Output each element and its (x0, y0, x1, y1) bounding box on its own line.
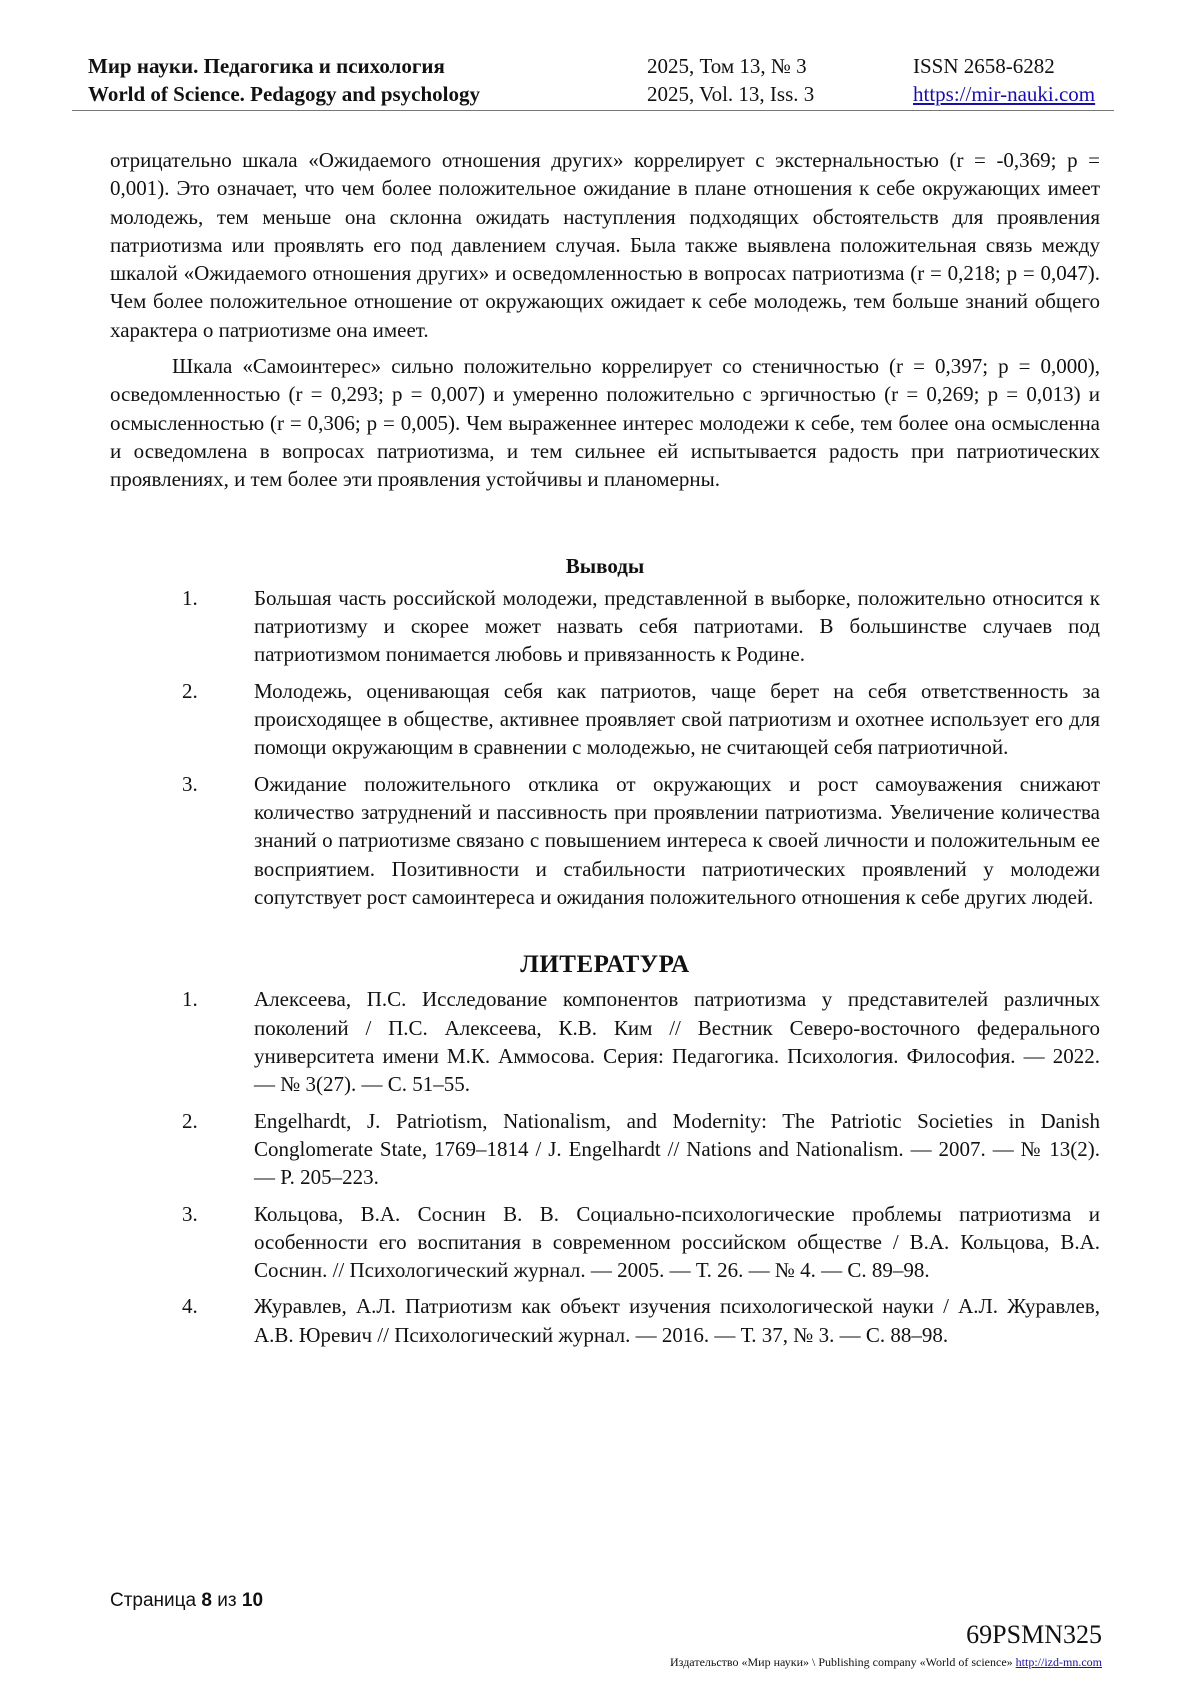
reference-text: Engelhardt, J. Patriotism, Nationalism, and Modernity: The Patriotic Societies in Danish Conglomerate State, 1769–1814 / J. Engelhardt // Nations and Nationalism. — 2007. — № 13(2). — P. 205–223. (254, 1108, 1100, 1190)
issn-block (913, 52, 1095, 108)
reference-number: 2. (182, 1108, 198, 1133)
reference-text: Алексеева, П.С. Исследование компонентов патриотизма у представителей различных поколений / П.С. Алексеева, К.В. Ким // Вестник Северо-восточного федерального университета имени М.К. Аммосова. Серия: Педагогика. Психология. Философия. — 2022. — № 3(27). — С. 51–55. (254, 987, 1100, 1097)
list-item-number: 3. (182, 771, 198, 796)
reference-text: Журавлев, А.Л. Патриотизм как объект изучения психологической науки / А.Л. Журавлев, А.В. Юревич // Психологический журнал. — 2016. — Т. 37, № 3. — С. 88–98. (254, 1294, 1100, 1347)
reference-item (110, 1107, 1100, 1192)
body-paragraph-1: отрицательно шкала «Ожидаемого отношения других» коррелирует с экстернальностью (r = -0,369; p = 0,001). Это означает, что чем более положительное ожидание в плане отношения к себе окружающих имеет молодежь, тем меньше она склонна ожидать наступления подходящих обстоятельств для проявления патриотизма или проявлять его под давлением случая. Была также выявлена положительная связь между шкалой «Ожидаемого отношения других» и осведомленностью в вопросах патриотизма (r = 0,218; p = 0,047). Чем более положительное отношение от окружающих ожидает к себе молодежь, тем больше знаний общего характера о патриотизме она имеет. (110, 148, 1100, 342)
body-paragraph-2: Шкала «Самоинтерес» сильно положительно коррелирует со стеничностью (r = 0,397; p = 0,000), осведомленностью (r = 0,293; p = 0,007) и умеренно положительно с эргичностью (r = 0,269; p = 0,013) и осмысленностью (r = 0,306; p = 0,005). Чем выраженнее интерес молодежи к себе, тем более она осмысленна и осведомлена в вопросах патриотизма, и тем сильнее ей испытывается радость при патриотических проявлениях, и тем более эти проявления устойчивы и планомерны. (110, 354, 1100, 492)
reference-number: 1. (182, 987, 198, 1012)
conclusions-title: Выводы (565, 553, 645, 578)
list-item (110, 584, 1100, 669)
page-total: 10 (241, 1590, 264, 1611)
reference-item (110, 1292, 1100, 1349)
page-header (72, 48, 1114, 111)
article-body (110, 146, 1100, 1357)
reference-item (110, 985, 1100, 1098)
reference-item (110, 1200, 1100, 1285)
reference-number: 3. (182, 1201, 198, 1226)
publisher-url-link[interactable]: http://izd-mn.com (1015, 1655, 1102, 1669)
list-item (110, 770, 1100, 911)
list-item-text: Большая часть российской молодежи, представленной в выборке, положительно относится к патриотизму и скорее может назвать себя патриотами. В большинстве случаев под патриотизмом понимается любовь и привязанность к Родине. (254, 585, 1100, 667)
page-number (110, 1590, 263, 1612)
list-item (110, 677, 1100, 762)
conclusions-list (110, 584, 1100, 911)
issue-ru: 2025, Том 13, № 3 (647, 54, 807, 78)
publisher-text: Издательство «Мир науки» \ Publishing company «World of science» (670, 1655, 1013, 1669)
page-of: из (217, 1590, 237, 1611)
journal-title-en: World of Science. Pedagogy and psychology (88, 82, 481, 106)
page-current: 8 (201, 1590, 212, 1611)
journal-title-block (88, 52, 480, 108)
list-item-number: 1. (182, 585, 198, 610)
journal-url-link[interactable]: https://mir-nauki.com (913, 82, 1096, 106)
issue-block (647, 52, 814, 108)
publisher-line (670, 1655, 1102, 1670)
issue-en: 2025, Vol. 13, Iss. 3 (647, 82, 815, 106)
article-code: 69PSMN325 (966, 1620, 1102, 1649)
reference-number: 4. (182, 1294, 198, 1319)
list-item-text: Молодежь, оценивающая себя как патриотов, чаще берет на себя ответственность за происходящее в обществе, активнее проявляет свой патриотизм и охотнее использует его для помощи окружающим в сравнении с молодежью, не считающей себя патриотичной. (254, 678, 1100, 760)
reference-text: Кольцова, В.А. Соснин В. В. Социально-психологические проблемы патриотизма и особенности его воспитания в современном российском обществе / В.А. Кольцова, В.А. Соснин. // Психологический журнал. — 2005. — Т. 26. — № 4. — С. 89–98. (254, 1201, 1100, 1283)
list-item-number: 2. (182, 678, 198, 703)
literature-title: ЛИТЕРАТУРА (520, 951, 690, 979)
list-item-text: Ожидание положительного отклика от окружающих и рост самоуважения снижают количество затруднений и пассивность при проявлении патриотизма. Увеличение количества знаний о патриотизме связано с повышением интереса к своей личности и положительным ее восприятием. Позитивности и стабильности патриотических проявлений у молодежи сопутствует рост самоинтереса и ожидания положительного отношения к себе других людей. (254, 771, 1100, 909)
journal-title-ru: Мир науки. Педагогика и психология (88, 54, 445, 78)
page-label: Страница (110, 1590, 197, 1611)
issn: ISSN 2658-6282 (913, 54, 1055, 78)
literature-list (110, 985, 1100, 1349)
